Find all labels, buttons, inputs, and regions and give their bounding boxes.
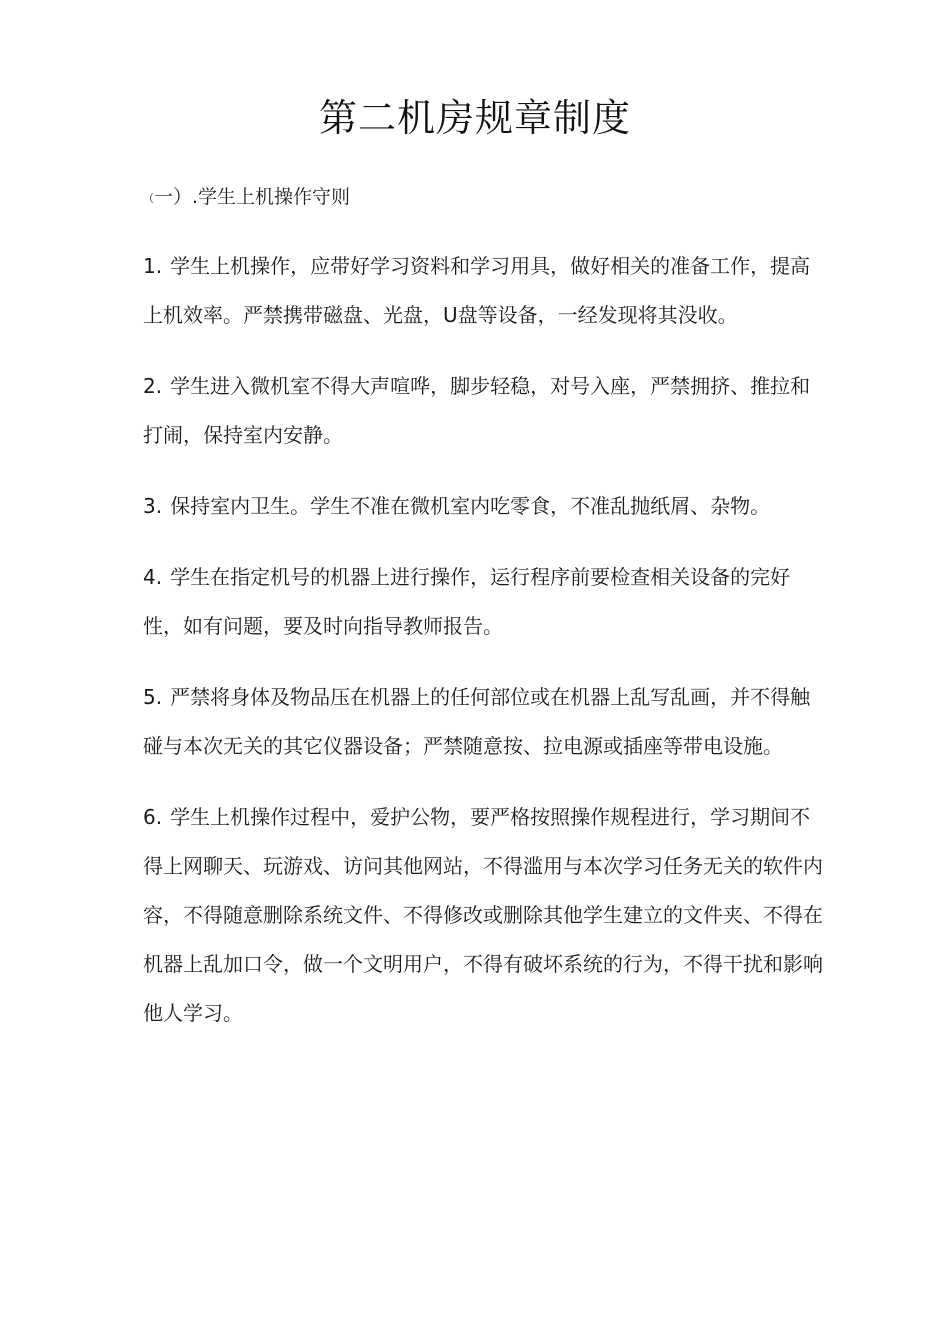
rule-item <box>143 482 823 531</box>
rule-text: 学生进入微机室不得大声喧哗，脚步轻稳，对号入座，严禁拥挤、推拉和打闹，保持室内安静。 <box>143 374 811 447</box>
rule-text: 严禁将身体及物品压在机器上的任何部位或在机器上乱写乱画，并不得触碰与本次无关的其它仪器设备；严禁随意按、拉电源或插座等带电设施。 <box>143 685 811 758</box>
rule-number: 4. <box>143 565 163 589</box>
rule-number: 3. <box>143 494 163 518</box>
section-heading <box>143 182 350 214</box>
rule-number: 2. <box>143 374 163 398</box>
rule-text: 学生在指定机号的机器上进行操作，运行程序前要检查相关设备的完好性，如有问题，要及时向指导教师报告。 <box>143 565 791 638</box>
rule-text: 学生上机操作过程中，爱护公物，要严格按照操作规程进行，学习期间不得上网聊天、玩游戏、访问其他网站，不得滥用与本次学习任务无关的软件内容，不得随意删除系统文件、不得修改或删除其他学生建立的文件夹、不得在机器上乱加口令，做一个文明用户，不得有破坏系统的行为，不得干扰和影响他人学习。 <box>143 805 823 1025</box>
rule-item <box>143 242 823 340</box>
rule-item <box>143 793 823 1038</box>
section-heading-paren: （ <box>143 192 154 205</box>
rule-item <box>143 553 823 651</box>
rule-number: 5. <box>143 685 163 709</box>
rule-text: 保持室内卫生。学生不准在微机室内吃零食，不准乱抛纸屑、杂物。 <box>170 494 771 518</box>
rules-list <box>143 242 823 1060</box>
document-title: 第二机房规章制度 <box>318 96 631 140</box>
rule-item <box>143 673 823 771</box>
rule-number: 6. <box>143 805 163 829</box>
section-heading-text: 一）.学生上机操作守则 <box>154 186 351 208</box>
rule-item <box>143 362 823 460</box>
rule-text: 学生上机操作，应带好学习资料和学习用具，做好相关的准备工作，提高上机效率。严禁携带磁盘、光盘，U盘等设备，一经发现将其没收。 <box>143 254 811 327</box>
rule-number: 1. <box>143 254 163 278</box>
